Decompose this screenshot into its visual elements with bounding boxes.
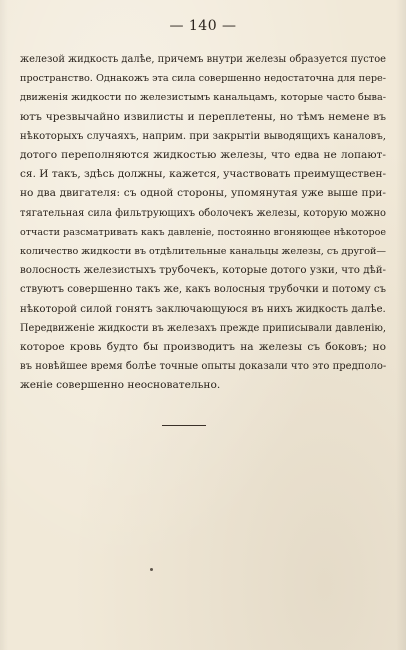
text-line: железой жидкость далѣе, причемъ внутри железы образуется пустое [20, 54, 386, 65]
text-line: тягательная сила фильтрующихъ оболочекъ железы, которую можно [20, 207, 386, 219]
page-number-header: — 140 — [169, 18, 237, 34]
text-line: которое кровь будто бы производитъ на железы съ боковъ; но [20, 341, 386, 354]
text-line: нѣкоторой силой гонятъ заключающуюся въ нихъ жидкость далѣе. [20, 302, 386, 315]
text-line: женіе совершенно неосновательно. [20, 379, 221, 392]
text-line: ся. И такъ, здѣсь должны, кажется, участвовать преимуществен- [20, 168, 387, 181]
text-line: пространство. Однакожъ эта сила совершенно недостаточна для пере- [20, 73, 387, 85]
text-line: Передвиженіе жидкости въ железахъ прежде приписывали давленію, [20, 322, 386, 334]
text-line: въ новѣйшее время болѣе точные опыты доказали что это предполо- [20, 361, 387, 373]
text-line: волосность железистыхъ трубочекъ, которые дотого узки, что дѣй- [20, 264, 386, 277]
body-text [20, 50, 386, 396]
text-line: движенія жидкости по железистымъ канальцамъ, которые часто быва- [20, 92, 386, 104]
section-divider [162, 425, 206, 426]
ink-speck [150, 568, 153, 571]
text-line: отчасти разсматривать какъ давленіе, постоянно вгоняющее нѣкоторое [20, 226, 386, 238]
text-line: но два двигателя: съ одной стороны, упомянутая уже выше при- [20, 187, 386, 200]
text-line: количество жидкости въ отдѣлительные канальцы железы, съ другой— [20, 246, 386, 258]
text-line: ютъ чрезвычайно извилисты и переплетены, но тѣмъ немене въ [20, 110, 386, 123]
text-line: нѣкоторыхъ случаяхъ, наприм. при закрытіи выводящихъ каналовъ, [20, 130, 386, 142]
text-line: дотого переполняются жидкостью железы, что едва не лопают- [20, 149, 386, 162]
text-line: ствуютъ совершенно такъ же, какъ волосныя трубочки и потому съ [20, 284, 386, 296]
